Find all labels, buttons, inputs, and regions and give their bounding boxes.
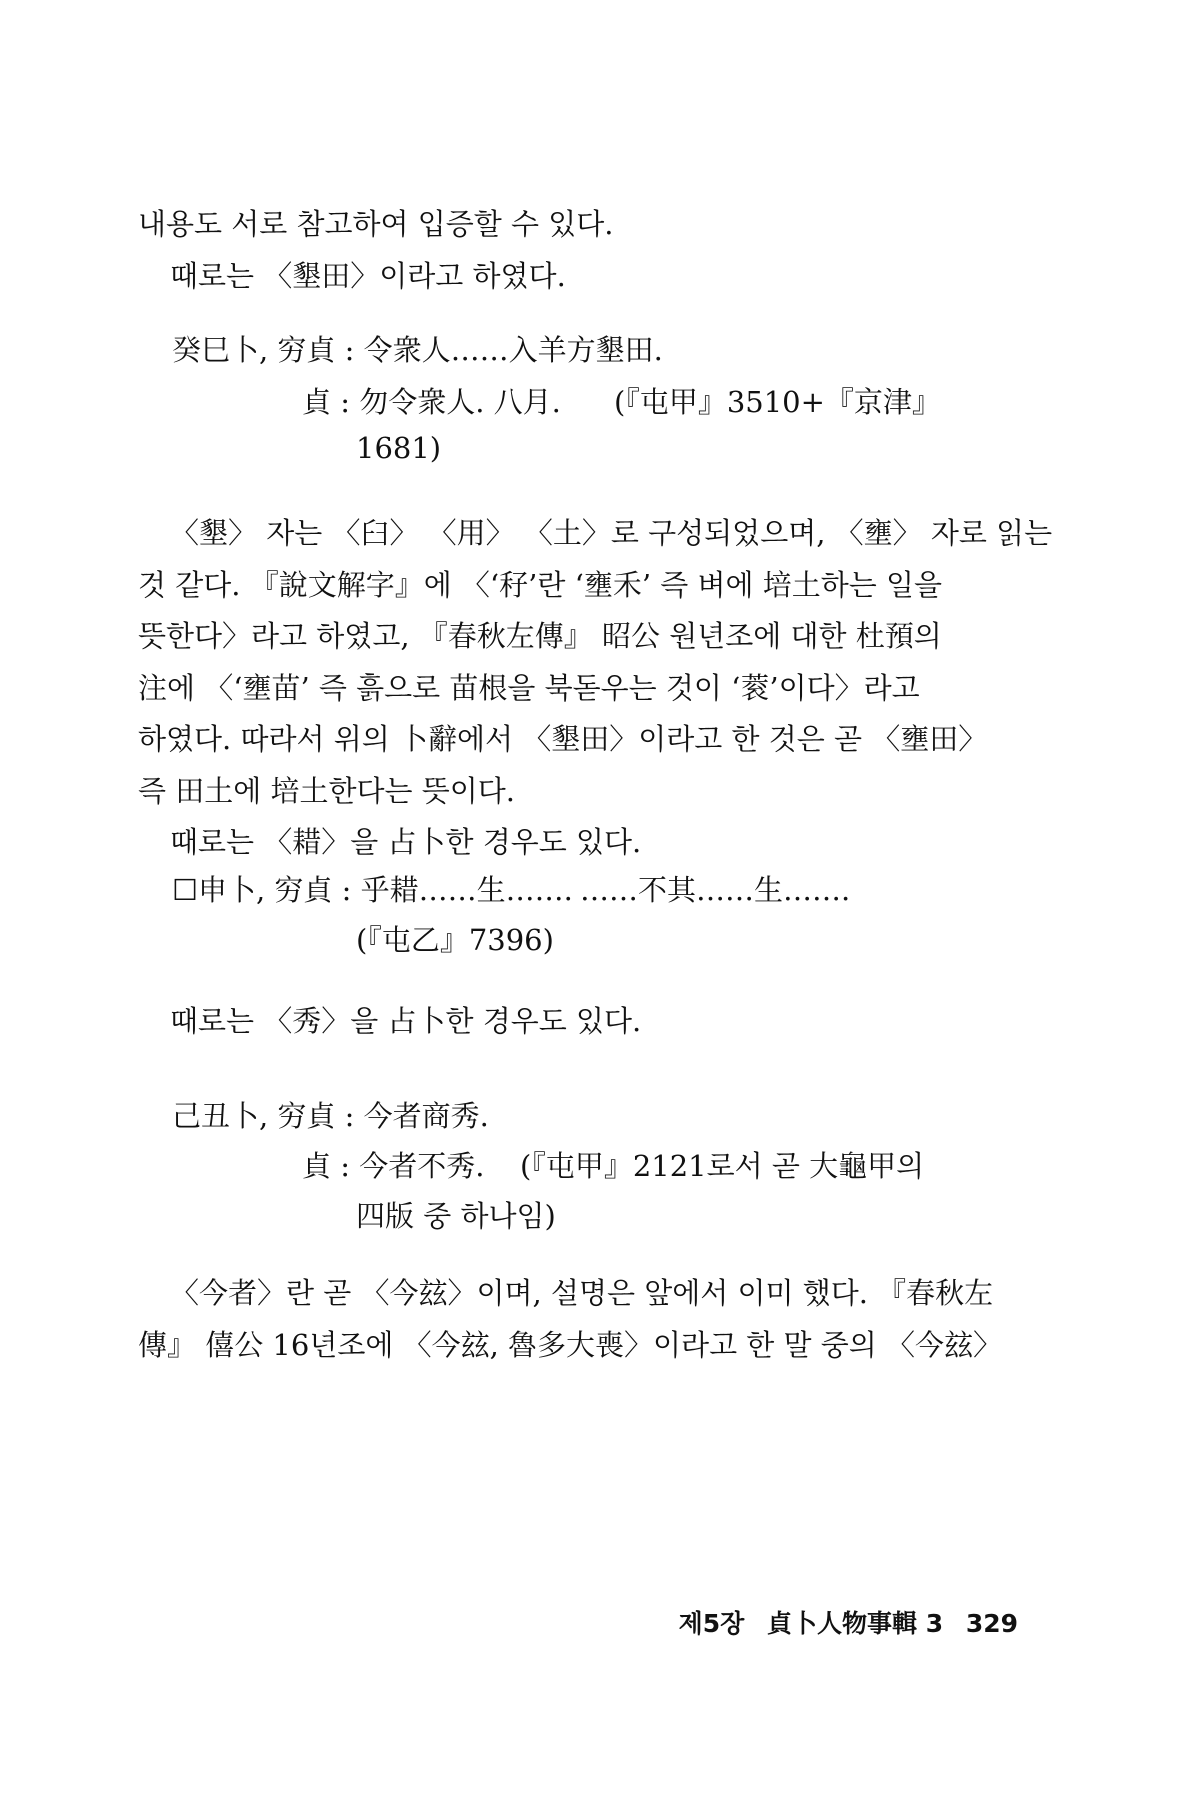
text-line: 傳』 僖公 16년조에 〈今玆, 魯多大喪〉이라고 한 말 중의 〈今玆〉 [138,1327,1003,1362]
text-line: 즉 田土에 培土한다는 뜻이다. [138,773,515,808]
oracle-inscription-line: 癸巳卜, 穷貞 : 令衆人……入羊方墾田. [172,333,663,367]
text-line: 것 같다. 『說文解字』에 〈‘秄’란 ‘壅禾’ 즉 벼에 培土하는 일을 [138,567,943,602]
paragraph-3 [138,996,1018,1048]
page-number: 329 [965,1609,1018,1638]
paragraph-4 [138,1268,1018,1371]
oracle-inscription-line: 己丑卜, 穷貞 : 今者商秀. [172,1099,489,1133]
citation: 四版 중 하나임) [356,1199,556,1233]
citation: (『屯甲』2121로서 곧 大龜甲의 [520,1149,925,1183]
page-footer [665,1604,1018,1640]
text-line: 내용도 서로 참고하여 입증할 수 있다. [138,207,614,241]
text-line: 뜻한다〉라고 하였고, 『春秋左傳』 昭公 원년조에 대한 杜預의 [138,619,942,653]
citation: (『屯乙』7396) [356,923,554,957]
text-line: 〈今者〉란 곧 〈今玆〉이며, 설명은 앞에서 이미 했다. 『春秋左 [170,1276,994,1310]
citation: 1681) [356,431,442,465]
paragraph-2 [138,508,1053,869]
text-line: 하였다. 따라서 위의 卜辭에서 〈墾田〉이라고 한 것은 곧 〈壅田〉 [138,722,988,756]
citation: (『屯甲』3510+『京津』 [614,385,941,419]
text-line: 때로는 〈墾田〉이라고 하였다. [170,258,566,293]
oracle-inscription-line: ……不其……生……. [580,873,851,907]
chapter-title: 貞卜人物事輯 3 [766,1609,944,1638]
text-line: 注에 〈‘壅苗’ 즉 흙으로 苗根을 북돋우는 것이 ‘蓘’이다〉라고 [138,670,920,705]
text-line: 때로는 〈秀〉을 占卜한 경우도 있다. [170,1004,642,1038]
text-line: 〈墾〉 자는 〈臼〉 〈用〉 〈土〉로 구성되었으며, 〈壅〉 자로 읽는 [170,516,1053,550]
chapter-label: 제5장 [678,1609,745,1638]
oracle-inscription-line: 貞 : 今者不秀. [302,1149,485,1183]
oracle-inscription-line: 貞 : 勿令衆人. 八月. [302,385,561,419]
paragraph-1 [138,199,1018,302]
text-line: 때로는 〈耤〉을 占卜한 경우도 있다. [170,825,642,859]
oracle-inscription-line: ☐申卜, 穷貞 : 乎耤……生……. [172,873,573,907]
